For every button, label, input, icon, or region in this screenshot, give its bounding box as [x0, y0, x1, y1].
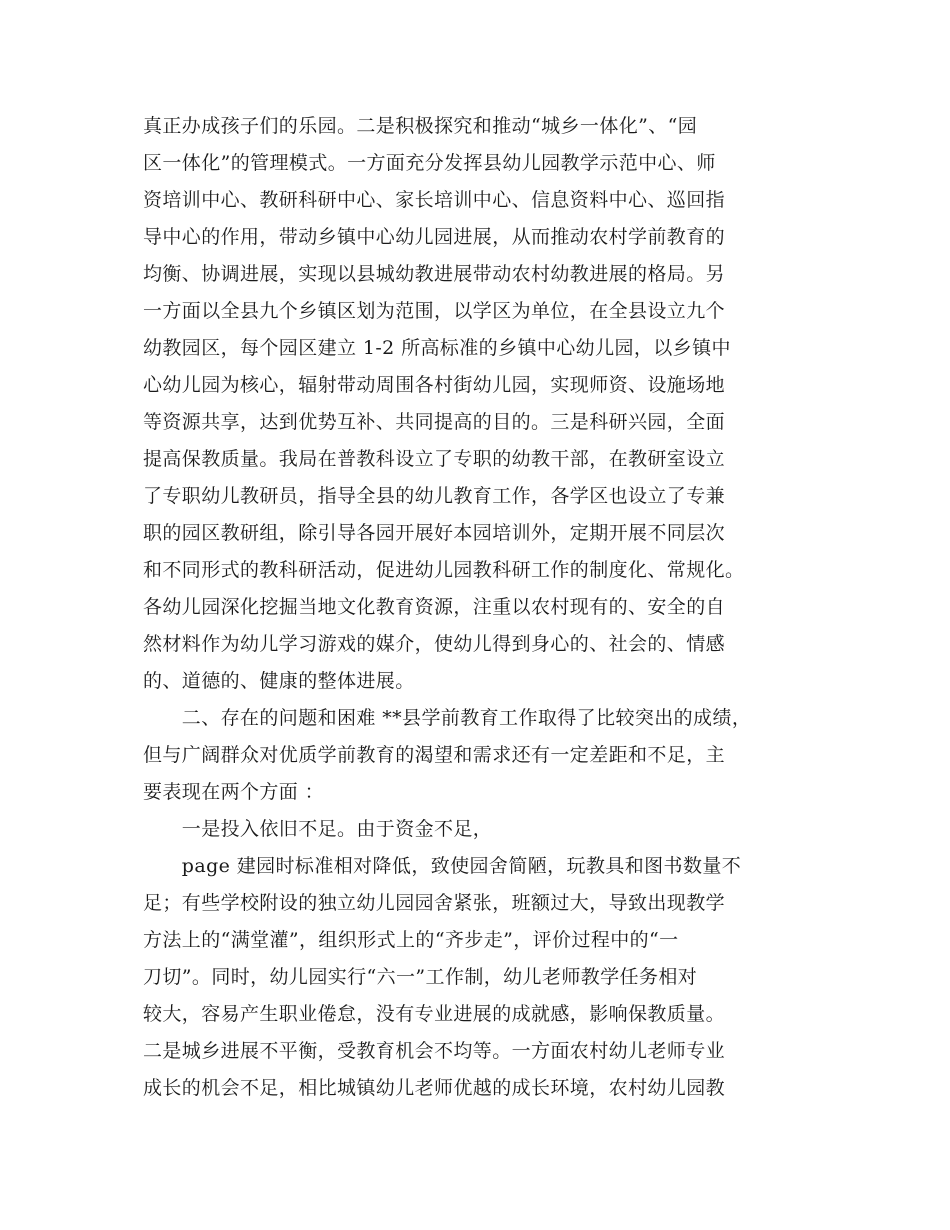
text-line: 了专职幼儿教研员，指导全县的幼儿教育工作，各学区也设立了专兼 — [143, 485, 726, 507]
text-line: 心幼儿园为核心，辐射带动周围各村街幼儿园，实现师资、设施场地 — [143, 374, 726, 396]
text-line: 和不同形式的教科研活动，促进幼儿园教科研工作的制度化、常规化。 — [143, 559, 745, 581]
text-line: page 建园时标准相对降低，致使园舍简陋，玩教具和图书数量不 — [143, 855, 742, 877]
text-line: 区一体化”的管理模式。一方面充分发挥县幼儿园教学示范中心、师 — [143, 152, 716, 174]
text-line: 足；有些学校附设的独立幼儿园园舍紧张，班额过大，导致出现教学 — [143, 892, 726, 914]
text-line: 导中心的作用，带动乡镇中心幼儿园进展，从而推动农村学前教育的 — [143, 226, 726, 248]
text-line: 要表现在两个方面 ： — [143, 781, 325, 803]
text-line: 幼教园区，每个园区建立 1-2 所高标准的乡镇中心幼儿园，以乡镇中 — [143, 337, 731, 359]
section-heading-line: 二、存在的问题和困难 **县学前教育工作取得了比较突出的成绩， — [143, 707, 752, 729]
text-line: 刀切”。同时，幼儿园实行“六一”工作制，幼儿老师教学任务相对 — [143, 966, 698, 988]
text-line: 的、道德的、健康的整体进展。 — [143, 670, 415, 692]
text-line: 较大，容易产生职业倦怠，没有专业进展的成就感，影响保教质量。 — [143, 1003, 726, 1025]
text-line: 然材料作为幼儿学习游戏的媒介，使幼儿得到身心的、社会的、情感 — [143, 633, 726, 655]
text-line: 方法上的“满堂灌”，组织形式上的“齐步走”，评价过程中的“一 — [143, 929, 679, 951]
text-line: 成长的机会不足，相比城镇幼儿老师优越的成长环境，农村幼儿园教 — [143, 1077, 726, 1099]
text-line: 等资源共享，达到优势互补、共同提高的目的。三是科研兴园，全面 — [143, 411, 726, 433]
text-line: 一是投入依旧不足。由于资金不足， — [143, 818, 493, 840]
text-line: 提高保教质量。我局在普教科设立了专职的幼教干部，在教研室设立 — [143, 448, 726, 470]
text-line: 二是城乡进展不平衡，受教育机会不均等。一方面农村幼儿老师专业 — [143, 1040, 726, 1062]
text-line: 职的园区教研组，除引导各园开展好本园培训外，定期开展不同层次 — [143, 522, 726, 544]
text-line: 真正办成孩子们的乐园。二是积极探究和推动“城乡一体化”、“园 — [143, 115, 698, 137]
text-line: 一方面以全县九个乡镇区划为范围，以学区为单位，在全县设立九个 — [143, 300, 726, 322]
text-line: 各幼儿园深化挖掘当地文化教育资源，注重以农村现有的、安全的自 — [143, 596, 726, 618]
text-line: 但与广阔群众对优质学前教育的渴望和需求还有一定差距和不足，主 — [143, 744, 726, 766]
text-line: 资培训中心、教研科研中心、家长培训中心、信息资料中心、巡回指 — [143, 189, 726, 211]
text-line: 均衡、协调进展，实现以县城幼教进展带动农村幼教进展的格局。另 — [143, 263, 726, 285]
